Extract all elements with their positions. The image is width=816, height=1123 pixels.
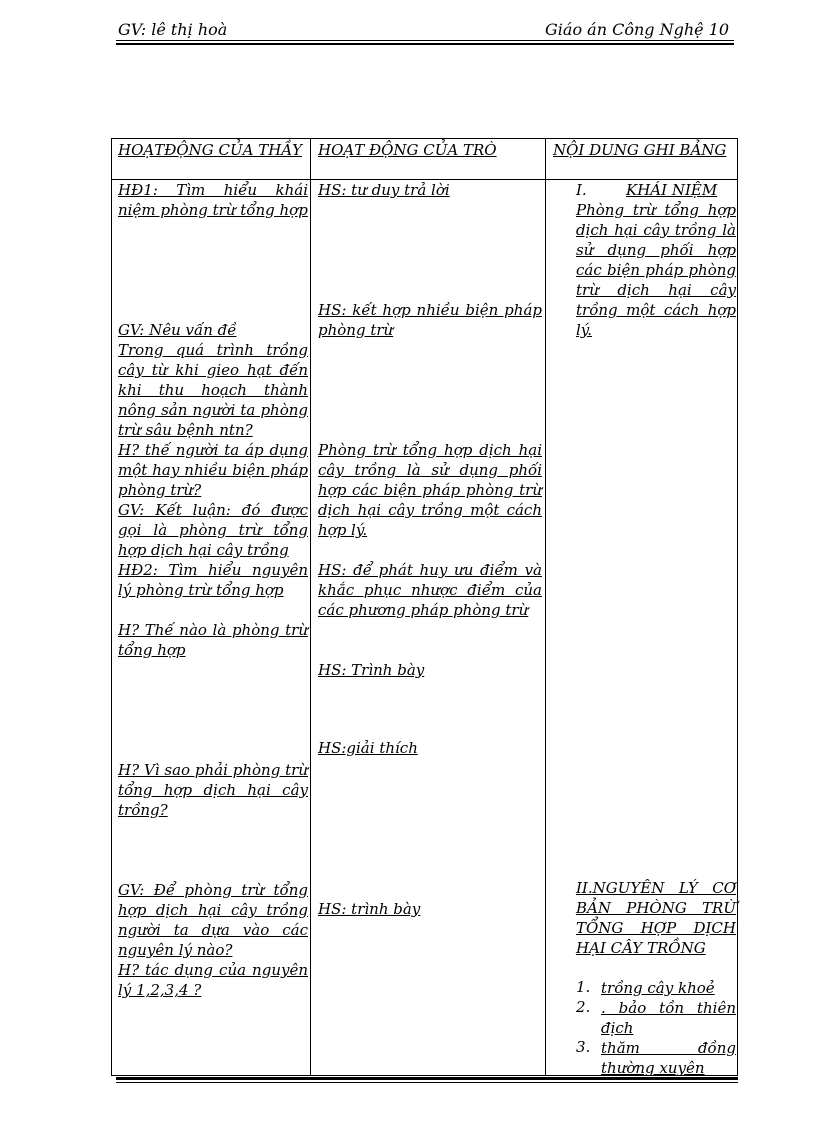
footer-rule-thin (116, 1082, 738, 1083)
gv-raise-issue: GV: Nêu vấn đề (118, 321, 237, 339)
hs-answer-6: HS: trình bày (318, 900, 421, 918)
hs-answer-4: HS: Trình bày (318, 661, 425, 679)
section2-title: II.NGUYÊN LÝ CƠ BẢN PHÒNG TRỪ TỔNG HỢP DỊCH HẠI CÂY TRỒNG (576, 879, 736, 957)
question-process: Trong quá trình trồng cây từ khi gieo hạt đến khi thu hoạch thành nông sản người ta phòng trừ sâu bệnh ntn? (118, 341, 308, 439)
list-item-label: trồng cây khoẻ (601, 979, 715, 997)
hd2-title: HĐ2: Tìm hiểu nguyên lý phòng trừ tổng hợp (118, 561, 308, 599)
student-activity-column (310, 139, 546, 1075)
question-why: H? Vì sao phải phòng trừ tổng hợp dịch hại cây trồng? (118, 761, 308, 819)
section1-body: Phòng trừ tổng hợp dịch hại cây trồng là sử dụng phối hợp các biện pháp phòng trừ dịch hại cây trồng một cách hợp lý. (576, 201, 736, 339)
gv-principles: GV: Để phòng trừ tổng hợp dịch hại cây trồng người ta dựa vào các nguyên lý nào? (118, 881, 308, 959)
list-item-label: thăm đồng thường xuyên (601, 1039, 736, 1077)
section1-title: KHÁI NIỆM (626, 181, 718, 199)
lesson-table (111, 138, 738, 1076)
gv-conclusion: GV: Kết luận: đó được gọi là phòng trừ tổng hợp dịch hại cây trồng (118, 501, 308, 559)
list-item-label: . bảo tồn thiên địch (601, 999, 736, 1037)
question-definition: H? Thế nào là phòng trừ tổng hợp (118, 621, 308, 659)
header-subject: Giáo án Công Nghệ 10 (545, 20, 730, 39)
question-methods: H? thế người ta áp dụng một hay nhiều biện pháp phòng trừ? (118, 441, 308, 499)
list-item-number: 3. (576, 1038, 591, 1056)
question-effect: H? tác dụng của nguyên lý 1,2,3,4 ? (118, 961, 308, 999)
header-teacher-activity: HOẠTĐỘNG CỦA THẦY (118, 141, 303, 159)
hs-answer-3: HS: để phát huy ưu điểm và khắc phục nhược điểm của các phương pháp phòng trừ (318, 561, 542, 619)
list-item-number: 2. (576, 998, 591, 1016)
header-rule-thick (116, 43, 734, 45)
section1-number: I. (576, 181, 587, 199)
hd1-title: HĐ1: Tìm hiểu khái niệm phòng trừ tổng hợp (118, 181, 308, 219)
footer-rule-thick (116, 1077, 738, 1080)
hs-answer-5: HS:giải thích (318, 739, 418, 757)
header-student-activity: HOẠT ĐỘNG CỦA TRÒ (318, 141, 497, 159)
header-teacher: GV: lê thị hoà (118, 20, 228, 39)
header-rule-thin (116, 40, 734, 41)
teacher-activity-column (112, 139, 310, 1075)
hs-answer-1: HS: tư duy trả lời (318, 181, 450, 199)
board-content-column (545, 139, 738, 1075)
hs-definition: Phòng trừ tổng hợp dịch hại cây trồng là sử dụng phối hợp các biện pháp phòng trừ dịch hại cây trồng một cách hợp lý. (318, 441, 542, 539)
list-item-number: 1. (576, 978, 591, 996)
hs-answer-2: HS: kết hợp nhiều biện pháp phòng trừ (318, 301, 542, 339)
header-board-content: NỘI DUNG GHI BẢNG (553, 141, 727, 159)
